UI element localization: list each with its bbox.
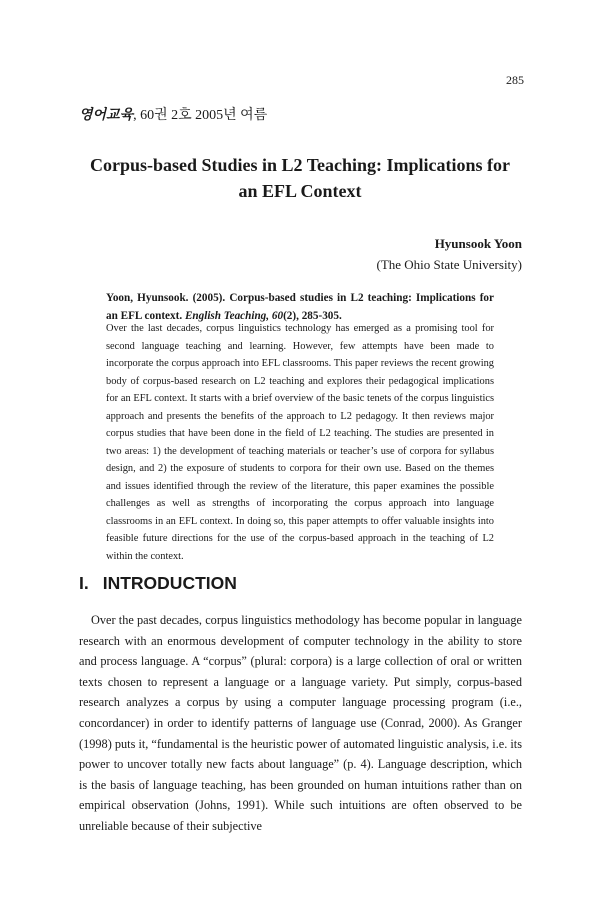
journal-name: 영어교육 [79, 108, 134, 123]
journal-details: , 60권 2호 2005년 여름 [133, 108, 268, 123]
citation-issue: (2), 285-305. [283, 310, 342, 322]
section-number: I. [79, 573, 89, 593]
paper-title: Corpus-based Studies in L2 Teaching: Implications for an EFL Context [89, 155, 511, 201]
citation-main: Yoon, Hyunsook. (2005). Corpus-based studies in L2 teaching: Implications for an EFL context. [106, 292, 494, 322]
intro-paragraph: Over the past decades, corpus linguistics methodology has become popular in language research with an enormous development of computer technology in the ability to store and process language. A “corpus” (plural: corpora) is a large collection of oral or written texts chosen to represent a language or a language variety. Put simply, corpus-based research analyzes a corpus by using a computer language processing program (i.e., concordancer) in order to identify patterns of language use (Conrad, 2000). As Granger (1998) puts it, “fundamental is the heuristic power of automated linguistic analysis, i.e. its power to uncover totally new facts about language” (p. 4). Language description, which is the basis of language teaching, has been grounded on human intuitions rather than on empirical observation (Johns, 1991). While such intuitions are often observed to be unreliable because of their subjective [79, 613, 522, 833]
page-number: 285 [506, 73, 524, 87]
journal-header [79, 104, 267, 124]
author-block [377, 233, 523, 275]
abstract: Over the last decades, corpus linguistics technology has emerged as a promising tool for second language teaching and learning. However, few attempts have been made to incorporate the corpus approach into EFL classrooms. This paper reviews the recent growing body of corpus-based research on L2 teaching and explores their pedagogical implications for an EFL context. It starts with a brief overview of the basic tenets of the corpus linguistics approach and presents the benefits of the approach to L2 pedagogy. It then reviews major corpus studies that have been done in the field of L2 teaching. The studies are presented in two areas: 1) the development of teaching materials or teacher’s use of corpora for syllabus design, and 2) the exposure of students to corpora for their own use. Based on the themes and issues identified through the review of the literature, this paper examines the possible challenges as well as strengths of incorporating the corpus approach into language classrooms in an EFL context. In doing so, this paper attempts to offer valuable insights into feasible future directions for the use of the corpus-based approach in the teaching of L2 within the context. [106, 323, 494, 562]
citation-journal: English Teaching, 60 [184, 310, 284, 322]
author-name: Hyunsook Yoon [434, 236, 522, 251]
author-affiliation: (The Ohio State University) [376, 257, 522, 272]
section-heading [79, 573, 237, 594]
section-title: INTRODUCTION [102, 573, 237, 593]
